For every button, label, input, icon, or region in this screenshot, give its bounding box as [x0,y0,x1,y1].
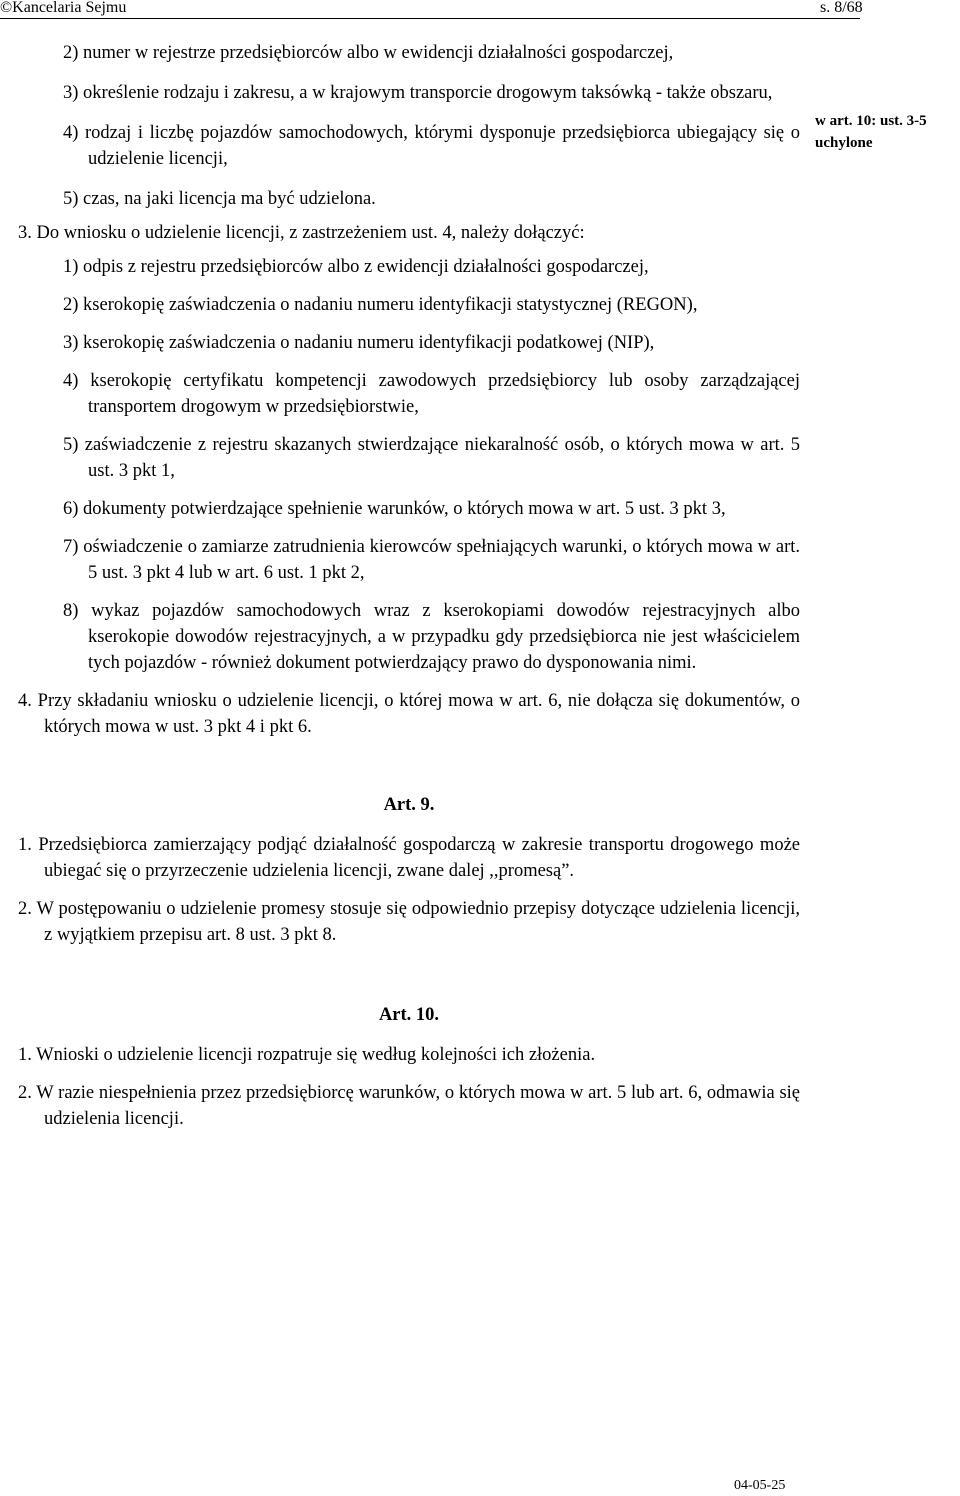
section-3-item-4: 4) kserokopię certyfikatu kompetencji zawodowych przedsiębiorcy lub osoby zarządzającej transportem drogowym w przedsiębiorstwie, [63,371,800,417]
section-4: 4. Przy składaniu wniosku o udzielenie licencji, o której mowa w art. 6, nie dołącza się dokumentów, o których mowa w ust. 3 pkt 4 i pkt 6. [18,691,800,737]
header-divider [0,18,860,19]
section-3-item-5: 5) zaświadczenie z rejestru skazanych stwierdzające niekaralność osób, o których mowa w art. 5 ust. 3 pkt 1, [63,435,800,481]
section-3-item-8: 8) wykaz pojazdów samochodowych wraz z kserokopiami dowodów rejestracyjnych albo kserokopie dowodów rejestracyjnych, a w przypadku gdy przedsiębiorca nie jest właścicielem tych pojazdów - również dokument potwierdzający prawo do dysponowania nimi. [63,601,800,673]
article-10-item-1: 1. Wnioski o udzielenie licencji rozpatruje się według kolejności ich złożenia. [18,1045,596,1065]
article-9-heading: Art. 9. [383,795,435,815]
page-header [0,0,960,20]
section-3-item-1: 1) odpis z rejestru przedsiębiorców albo z ewidencji działalności gospodarczej, [63,257,649,277]
section-3-item-6: 6) dokumenty potwierdzające spełnienie warunków, o których mowa w art. 5 ust. 3 pkt 3, [63,499,726,519]
page-footer-date: 04-05-25 [734,1478,786,1493]
margin-note-line-1: w art. 10: ust. 3-5 [815,113,927,129]
paragraph-item-4: 4) rodzaj i liczbę pojazdów samochodowych, którymi dysponuje przedsiębiorca ubiegający się o udzielenie licencji, [63,123,800,169]
paragraph-item-3: 3) określenie rodzaju i zakresu, a w krajowym transporcie drogowym taksówką - także obszaru, [63,83,773,103]
header-page-number: s. 8/68 [820,0,863,16]
section-3-item-2: 2) kserokopię zaświadczenia o nadaniu numeru identyfikacji statystycznej (REGON), [63,295,698,315]
margin-note [815,110,960,154]
section-3-intro: 3. Do wniosku o udzielenie licencji, z zastrzeżeniem ust. 4, należy dołączyć: [18,223,585,243]
header-copyright: ©Kancelaria Sejmu [0,0,127,16]
section-3-item-7: 7) oświadczenie o zamiarze zatrudnienia kierowców spełniających warunki, o których mowa w art. 5 ust. 3 pkt 4 lub w art. 6 ust. 1 pkt 2, [63,537,800,583]
article-10-heading: Art. 10. [378,1005,440,1025]
article-9-item-1: 1. Przedsiębiorca zamierzający podjąć działalność gospodarczą w zakresie transportu drogowego może ubiegać się o przyrzeczenie udzielenia licencji, zwane dalej ,,promesą”. [18,835,800,881]
paragraph-item-2: 2) numer w rejestrze przedsiębiorców albo w ewidencji działalności gospodarczej, [63,43,674,63]
paragraph-item-5: 5) czas, na jaki licencja ma być udzielona. [63,189,376,209]
article-9-item-2: 2. W postępowaniu o udzielenie promesy stosuje się odpowiednio przepisy dotyczące udzielenia licencji, z wyjątkiem przepisu art. 8 ust. 3 pkt 8. [18,899,800,945]
article-10-item-2: 2. W razie niespełnienia przez przedsiębiorcę warunków, o których mowa w art. 5 lub art. 6, odmawia się udzielenia licencji. [18,1083,800,1129]
document-body [18,40,800,1144]
margin-note-line-2: uchylone [815,135,873,151]
section-3-item-3: 3) kserokopię zaświadczenia o nadaniu numeru identyfikacji podatkowej (NIP), [63,333,655,353]
